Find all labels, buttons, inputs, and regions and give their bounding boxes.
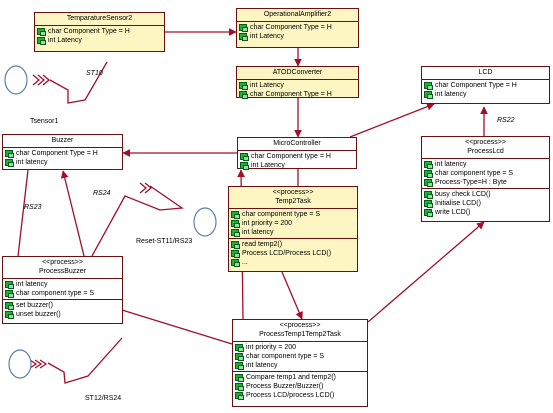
attribute-icon [239,82,248,89]
class-title: MicroController [238,138,356,151]
class-title: LCD [422,67,549,80]
attribute-text: int latency [435,161,467,168]
tsensor-signal-ellipse [5,66,27,94]
class-title: ATODConverter [237,67,358,80]
class-stereotype: <<process>> [279,322,321,329]
attributes-section [35,26,164,46]
operation-text: read temp2() [242,241,283,248]
attribute-text: int latency [242,229,274,236]
attribute-row [424,178,547,187]
class-stereotype: <<process>> [42,259,83,266]
attribute-icon [239,24,248,31]
attribute-icon [235,362,244,369]
attribute-row [37,27,162,36]
operation-text: Compare temp1 and temp2() [246,374,336,381]
attribute-text: int priority = 200 [242,220,292,227]
link-buzzer-processbuzzer [18,170,28,256]
class-title: Buzzer [3,135,122,148]
attribute-text: char component type = S [246,353,325,360]
operation-icon [231,250,240,257]
class-temp2task[interactable] [228,186,358,272]
attribute-icon [231,220,240,227]
attributes-section [237,22,358,42]
attribute-text: char Component Type = H [250,24,332,31]
attribute-row [424,90,547,99]
attribute-icon [240,153,249,160]
attribute-icon [240,162,249,169]
attribute-icon [37,37,46,44]
attribute-row [5,280,120,289]
signal-st12 [48,338,122,383]
class-process-temp1-temp2-task[interactable] [232,319,368,407]
operations-section [233,372,367,401]
operation-row [235,382,365,391]
class-title: ProcessLcd [467,148,504,155]
operation-icon [235,383,244,390]
class-lcd[interactable] [421,66,550,104]
class-title: Temp2Task [275,198,311,205]
attribute-text: int Latency [251,162,285,169]
attribute-text: char component type = S [435,170,514,177]
attribute-icon [424,179,433,186]
operation-text: Process LCD/process LCD() [246,392,335,399]
attribute-row [239,23,356,32]
label-rs24: RS24 [93,190,111,197]
label-rs23: RS23 [24,204,42,211]
link-micro-lcd [350,104,434,137]
attribute-icon [235,353,244,360]
attribute-text: int latency [435,91,467,98]
attribute-text: int Latency [250,33,284,40]
attribute-row [239,32,356,41]
operation-text: Process LCD/Process LCD() [242,250,332,257]
operation-icon [424,209,433,216]
operation-row [235,373,365,382]
attribute-row [5,149,120,158]
link-processbuzzer-buzzer [63,171,84,256]
label-reset-st11-rs23: Reset-ST11/RS23 [136,238,193,245]
attribute-icon [5,159,14,166]
class-temperature-sensor[interactable] [34,12,165,52]
operation-icon [231,259,240,266]
operation-icon [235,374,244,381]
class-header [233,320,367,342]
attributes-section [229,209,357,239]
attribute-row [239,90,356,99]
reset-chevron-1 [140,183,146,193]
operation-icon [231,241,240,248]
attribute-row [235,361,365,370]
attributes-section [237,80,358,100]
attribute-icon [424,82,433,89]
attribute-text: char Component Type = H [16,150,98,157]
class-process-buzzer[interactable] [2,256,123,324]
operation-icon [5,302,14,309]
operation-row [424,190,547,199]
class-header [229,187,357,209]
class-atod-converter[interactable] [236,66,359,98]
class-process-lcd[interactable] [421,136,550,222]
attribute-row [231,210,355,219]
label-st12-rs24: ST12/RS24 [85,395,122,402]
attributes-section [3,279,122,300]
attribute-icon [5,281,14,288]
attribute-icon [5,150,14,157]
attribute-icon [231,211,240,218]
class-buzzer[interactable] [2,134,123,170]
attribute-row [5,158,120,167]
attribute-icon [37,28,46,35]
operation-text: unset buzzer() [16,311,61,318]
attribute-row [240,152,354,161]
attribute-row [37,36,162,45]
link-temp2task-pt1t2 [282,272,302,319]
operation-row [231,249,355,258]
attribute-icon [424,91,433,98]
attribute-text: int latency [246,362,278,369]
label-st10: ST10 [86,70,103,77]
attribute-row [5,289,120,298]
attribute-icon [239,33,248,40]
attribute-text: char component type = S [242,211,321,218]
operation-row [424,199,547,208]
st10-chevron-1 [33,75,39,85]
class-stereotype: <<process>> [465,139,506,146]
attribute-text: int latency [16,281,48,288]
operation-text: write LCD() [435,209,471,216]
operation-row [231,258,355,267]
operation-text: Initialise LCD() [435,200,481,207]
attribute-row [424,81,547,90]
operation-row [424,208,547,217]
attributes-section [233,342,367,372]
attributes-section [422,159,549,189]
attribute-text: char component type = S [16,290,95,297]
class-operational-amplifier[interactable] [236,8,359,48]
operation-text: Process Buzzer/Buzzer() [246,383,324,390]
attribute-row [424,160,547,169]
class-header [3,257,122,279]
attribute-icon [424,170,433,177]
attribute-icon [5,290,14,297]
label-tsensor1: Tsensor1 [30,118,59,125]
class-title: TemparatureSensor2 [35,13,164,26]
link-pt1t2-processlcd [368,222,484,322]
attribute-text: int Latency [48,37,82,44]
st12-signal-ellipse [9,350,31,378]
attribute-icon [235,344,244,351]
attribute-text: Process-Type=H : Byte [435,179,507,186]
attributes-section [3,148,122,168]
attributes-section [422,80,549,100]
attribute-icon [231,229,240,236]
attribute-row [240,161,354,170]
reset-signal-ellipse [194,208,216,236]
class-title: ProcessBuzzer [38,268,87,275]
attribute-row [424,169,547,178]
operation-row [5,301,120,310]
class-title: OperationalAmplifier2 [237,9,358,22]
attribute-text: char Component Type = H [48,28,130,35]
attribute-row [235,343,365,352]
attribute-row [231,228,355,237]
operations-section [229,239,357,268]
signal-st10 [50,62,107,103]
attributes-section [238,151,356,171]
operation-text: ... [242,259,248,266]
attribute-row [231,219,355,228]
attribute-text: int Latency [250,82,284,89]
attribute-text: char Component Type = H [250,91,332,98]
operation-text: set buzzer() [16,302,53,309]
operation-row [235,391,365,400]
attribute-text: char Component type = H [251,153,331,160]
class-header [422,137,549,159]
operations-section [3,300,122,320]
attribute-text: int latency [16,159,48,166]
operation-icon [424,191,433,198]
attribute-icon [424,161,433,168]
operation-icon [235,392,244,399]
class-microcontroller[interactable] [237,137,357,169]
operation-text: busy check LCD() [435,191,491,198]
class-title: ProcessTemp1Temp2Task [259,331,341,338]
attribute-text: int priority = 200 [246,344,296,351]
attribute-row [239,81,356,90]
attribute-text: char Component Type = H [435,82,517,89]
operation-row [5,310,120,319]
operation-row [231,240,355,249]
class-stereotype: <<process>> [272,189,314,196]
attribute-row [235,352,365,361]
operations-section [422,189,549,218]
operation-icon [5,311,14,318]
attribute-icon [239,91,248,98]
label-rs22: RS22 [497,117,515,124]
operation-icon [424,200,433,207]
